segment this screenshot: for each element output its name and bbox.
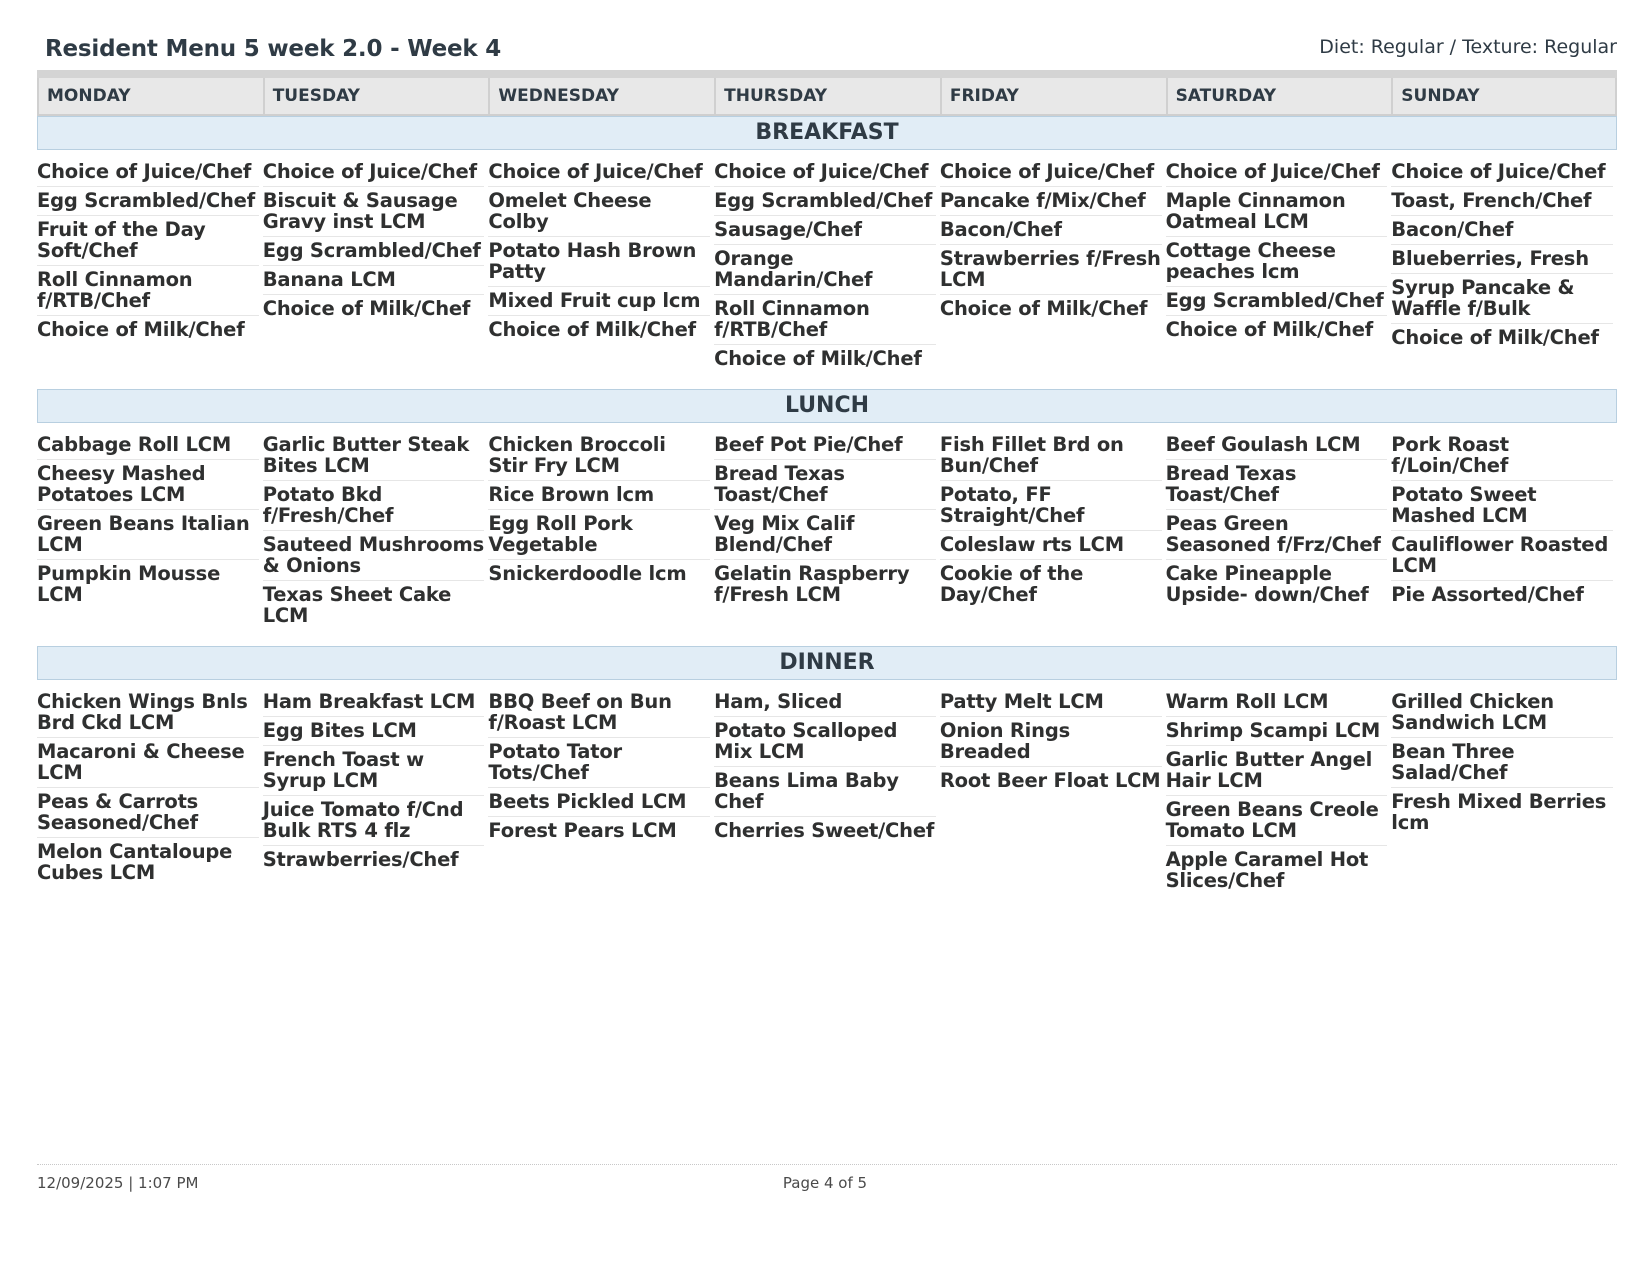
menu-item: Beans Lima Baby Chef (714, 769, 936, 817)
menu-item: Egg Roll Pork Vegetable (488, 512, 710, 560)
menu-column-tuesday (263, 690, 489, 897)
meal-header-breakfast: BREAKFAST (37, 116, 1617, 150)
footer-divider (37, 1164, 1617, 1165)
menu-item: Peas & Carrots Seasoned/Chef (37, 790, 259, 838)
menu-column-tuesday (263, 433, 489, 632)
menu-item: Choice of Milk/Chef (1391, 326, 1599, 349)
menu-column-friday (940, 690, 1166, 897)
menu-item: Bacon/Chef (940, 218, 1162, 245)
menu-item: Peas Green Seasoned f/Frz/Chef (1166, 512, 1388, 560)
menu-item: Bread Texas Toast/Chef (714, 462, 936, 510)
menu-item: Sausage/Chef (714, 218, 936, 245)
menu-item: Pumpkin Mousse LCM (37, 562, 221, 606)
meal-header-dinner: DINNER (37, 646, 1617, 680)
menu-item: Macaroni & Cheese LCM (37, 740, 259, 788)
menu-item: Green Beans Creole Tomato LCM (1166, 798, 1388, 846)
menu-item: Choice of Juice/Chef (488, 160, 710, 187)
menu-item: Coleslaw rts LCM (940, 533, 1162, 560)
menu-column-wednesday (488, 690, 714, 897)
menu-item: Syrup Pancake & Waffle f/Bulk (1391, 276, 1613, 324)
meal-header-lunch: LUNCH (37, 389, 1617, 423)
menu-item: BBQ Beef on Bun f/Roast LCM (488, 690, 710, 738)
header-divider (37, 70, 1617, 78)
menu-column-monday (37, 690, 263, 897)
menu-column-sunday (1391, 690, 1617, 897)
menu-item: Chicken Broccoli Stir Fry LCM (488, 433, 710, 481)
page-title: Resident Menu 5 week 2.0 - Week 4 (45, 36, 502, 62)
menu-item: Choice of Milk/Chef (939, 297, 1148, 320)
menu-item: Gelatin Raspberry f/Fresh LCM (714, 562, 910, 606)
menu-item: Mixed Fruit cup lcm (488, 289, 710, 316)
menu-column-monday (37, 160, 263, 375)
menu-item: Choice of Milk/Chef (37, 318, 245, 341)
menu-item: Cottage Cheese peaches lcm (1166, 239, 1388, 287)
menu-column-monday (37, 433, 263, 632)
menu-item: Bacon/Chef (1391, 218, 1613, 245)
day-header-wednesday: WEDNESDAY (488, 78, 714, 114)
menu-item: Choice of Milk/Chef (1165, 318, 1374, 341)
day-header-sunday: SUNDAY (1391, 78, 1617, 114)
meal-grid (37, 680, 1617, 897)
menu-item: Apple Caramel Hot Slices/Chef (1165, 848, 1369, 892)
menu-item: Cheesy Mashed Potatoes LCM (37, 462, 259, 510)
day-header-row (37, 78, 1617, 116)
menu-column-friday (940, 160, 1166, 375)
menu-item: Pork Roast f/Loin/Chef (1391, 433, 1613, 481)
menu-item: Rice Brown lcm (488, 483, 710, 510)
menu-item: Beef Pot Pie/Chef (714, 433, 936, 460)
menu-item: Egg Scrambled/Chef (263, 239, 485, 266)
menu-item: Choice of Juice/Chef (37, 160, 259, 187)
day-header-monday: MONDAY (37, 78, 263, 114)
menu-item: Snickerdoodle lcm (488, 562, 687, 585)
menu-item: Banana LCM (263, 268, 485, 295)
menu-item: Ham, Sliced (714, 690, 936, 717)
menu-item: Strawberries/Chef (262, 848, 459, 871)
menu-item: Orange Mandarin/Chef (714, 247, 936, 295)
menu-item: French Toast w Syrup LCM (263, 748, 485, 796)
menu-item: Potato, FF Straight/Chef (940, 483, 1162, 531)
menu-item: Potato Scalloped Mix LCM (714, 719, 936, 767)
meal-grid (37, 150, 1617, 375)
menu-column-saturday (1166, 690, 1392, 897)
menu-item: Egg Bites LCM (263, 719, 485, 746)
menu-item: Forest Pears LCM (488, 819, 677, 842)
menu-item: Biscuit & Sausage Gravy inst LCM (263, 189, 485, 237)
diet-texture-label: Diet: Regular / Texture: Regular (1319, 36, 1617, 58)
menu-item: Choice of Juice/Chef (1166, 160, 1388, 187)
menu-item: Sauteed Mushrooms & Onions (263, 533, 485, 581)
menu-item: Shrimp Scampi LCM (1166, 719, 1388, 746)
menu-item: Melon Cantaloupe Cubes LCM (37, 840, 233, 884)
menu-item: Chicken Wings Bnls Brd Ckd LCM (37, 690, 259, 738)
footer-page-number: Page 4 of 5 (782, 1174, 868, 1192)
menu-item: Fish Fillet Brd on Bun/Chef (940, 433, 1162, 481)
menu-item: Egg Scrambled/Chef (1166, 289, 1388, 316)
menu-item: Omelet Cheese Colby (488, 189, 710, 237)
menu-item: Fruit of the Day Soft/Chef (37, 218, 259, 266)
meal-section-lunch (37, 389, 1617, 632)
menu-item: Pancake f/Mix/Chef (940, 189, 1162, 216)
menu-item: Beef Goulash LCM (1166, 433, 1388, 460)
menu-column-sunday (1391, 160, 1617, 375)
menu-item: Choice of Juice/Chef (940, 160, 1162, 187)
menu-item: Veg Mix Calif Blend/Chef (714, 512, 936, 560)
menu-item: Choice of Juice/Chef (1391, 160, 1613, 187)
menu-item: Egg Scrambled/Chef (714, 189, 936, 216)
menu-column-friday (940, 433, 1166, 632)
menu-item: Onion Rings Breaded (940, 719, 1162, 767)
menu-item: Pie Assorted/Chef (1391, 583, 1584, 606)
menu-column-saturday (1166, 160, 1392, 375)
menu-item: Potato Bkd f/Fresh/Chef (263, 483, 485, 531)
menu-item: Choice of Juice/Chef (263, 160, 485, 187)
menu-item: Cauliflower Roasted LCM (1391, 533, 1613, 581)
day-header-saturday: SATURDAY (1166, 78, 1392, 114)
footer-datetime: 12/09/2025 | 1:07 PM (37, 1174, 199, 1192)
menu-item: Green Beans Italian LCM (37, 512, 259, 560)
menu-item: Maple Cinnamon Oatmeal LCM (1166, 189, 1388, 237)
menu-column-wednesday (488, 433, 714, 632)
meal-section-dinner (37, 646, 1617, 897)
menu-item: Garlic Butter Angel Hair LCM (1166, 748, 1388, 796)
menu-item: Cake Pineapple Upside- down/Chef (1165, 562, 1369, 606)
title-row (37, 30, 1617, 68)
menu-item: Beets Pickled LCM (488, 790, 710, 817)
menu-item: Strawberries f/Fresh LCM (940, 247, 1162, 295)
menu-item: Choice of Milk/Chef (262, 297, 471, 320)
menu-item: Warm Roll LCM (1166, 690, 1388, 717)
menu-item: Cabbage Roll LCM (37, 433, 259, 460)
menu-column-thursday (714, 160, 940, 375)
menu-item: Bean Three Salad/Chef (1391, 740, 1613, 788)
menu-item: Cookie of the Day/Chef (939, 562, 1084, 606)
menu-item: Potato Sweet Mashed LCM (1391, 483, 1613, 531)
meal-grid (37, 423, 1617, 632)
menu-column-thursday (714, 690, 940, 897)
menu-item: Fresh Mixed Berries lcm (1391, 790, 1607, 834)
menu-column-tuesday (263, 160, 489, 375)
menu-column-sunday (1391, 433, 1617, 632)
menu-item: Toast, French/Chef (1391, 189, 1613, 216)
menu-item: Potato Tator Tots/Chef (488, 740, 710, 788)
menu-column-wednesday (488, 160, 714, 375)
menu-item: Ham Breakfast LCM (263, 690, 485, 717)
menu-item: Potato Hash Brown Patty (488, 239, 710, 287)
menu-item: Juice Tomato f/Cnd Bulk RTS 4 flz (263, 798, 485, 846)
day-header-tuesday: TUESDAY (263, 78, 489, 114)
menu-item: Choice of Milk/Chef (714, 347, 922, 370)
menu-item: Patty Melt LCM (940, 690, 1162, 717)
menu-page (37, 30, 1617, 897)
menu-item: Roll Cinnamon f/RTB/Chef (37, 268, 259, 316)
menu-item: Choice of Juice/Chef (714, 160, 936, 187)
menu-item: Root Beer Float LCM (939, 769, 1161, 792)
menu-item: Grilled Chicken Sandwich LCM (1391, 690, 1613, 738)
day-header-friday: FRIDAY (940, 78, 1166, 114)
menu-item: Egg Scrambled/Chef (37, 189, 259, 216)
day-header-thursday: THURSDAY (714, 78, 940, 114)
menu-item: Choice of Milk/Chef (488, 318, 696, 341)
menu-item: Cherries Sweet/Chef (714, 819, 935, 842)
menu-column-saturday (1166, 433, 1392, 632)
meal-section-breakfast (37, 116, 1617, 375)
menu-item: Blueberries, Fresh (1391, 247, 1613, 274)
menu-item: Texas Sheet Cake LCM (262, 583, 452, 627)
menu-item: Roll Cinnamon f/RTB/Chef (714, 297, 936, 345)
menu-item: Garlic Butter Steak Bites LCM (263, 433, 485, 481)
menu-item: Bread Texas Toast/Chef (1166, 462, 1388, 510)
meal-sections (37, 116, 1617, 897)
menu-column-thursday (714, 433, 940, 632)
